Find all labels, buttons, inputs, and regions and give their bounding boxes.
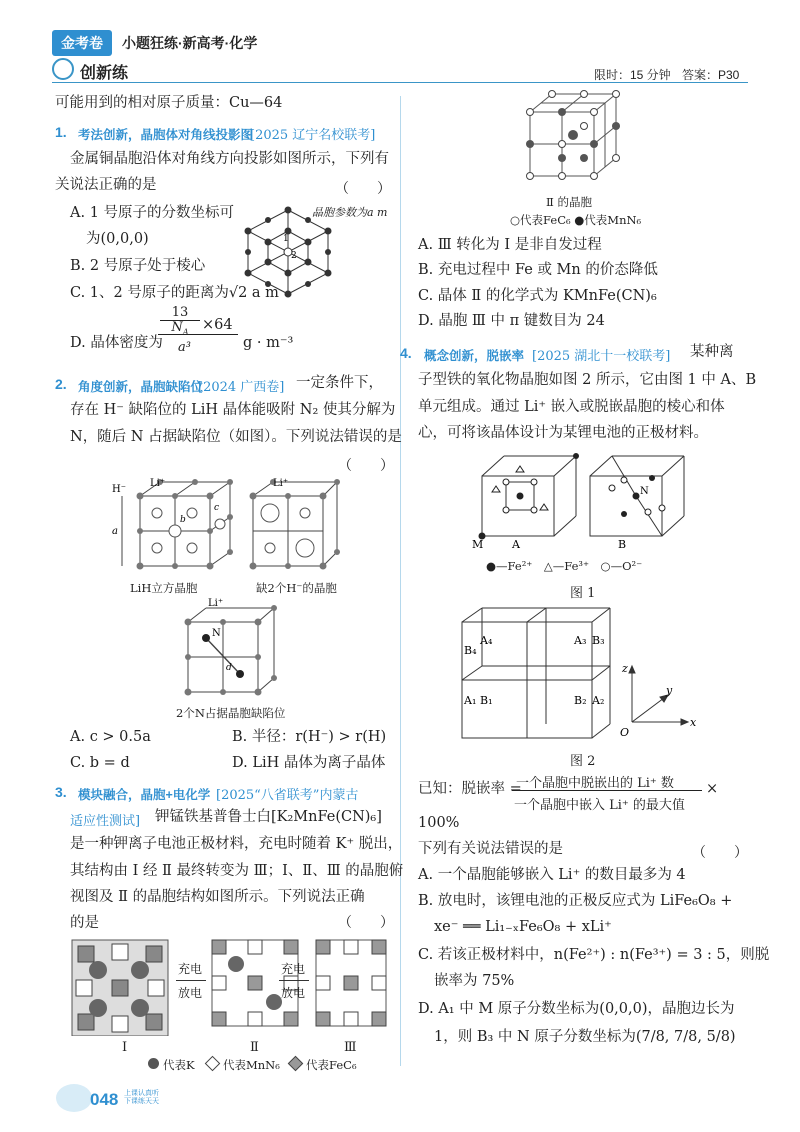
q2-option-a: A. c > 0.5a	[70, 729, 151, 745]
q1-option-d-prefix: D. 晶体密度为	[70, 335, 163, 351]
q2-lbl-li-3: Li⁺	[208, 598, 224, 609]
q2-option-b: B. 半径：r(H⁻) > r(H)	[232, 729, 387, 745]
q3-arrow2-bar	[279, 980, 309, 981]
q3-option-c: C. 晶体 Ⅱ 的化学式为 KMnFe(CN)₆	[418, 288, 657, 304]
q4-figure2-cell	[456, 604, 616, 744]
q4-fig2-b4: B₄	[464, 644, 477, 657]
q1-number: 1.	[55, 124, 67, 140]
q4-known-prefix: 已知：脱嵌率 =	[418, 781, 522, 797]
q2-option-c: C. b = d	[70, 755, 130, 771]
q3-option-d: D. 晶胞 Ⅲ 中 π 键数目为 24	[418, 313, 605, 329]
q3-stem-line5: 的是	[70, 915, 99, 931]
q1-d-na: $N_A$	[160, 320, 200, 337]
q3-legend-k-icon	[148, 1058, 159, 1069]
q1-d-times: ×64	[202, 317, 233, 333]
q1-d-main-bar	[158, 334, 238, 335]
q4-option-b-line2: xe⁻ ══ Li₁₋ₓFe₆O₈ + xLi⁺	[434, 919, 612, 935]
q3-label-iii: Ⅲ	[344, 1040, 357, 1055]
header-rule	[52, 82, 748, 83]
time-limit: 限时：15 分钟	[594, 68, 671, 82]
intro-text: 可能用到的相对原子质量：Cu—64	[55, 95, 283, 111]
q4-stem-line3: 单元组成。通过 Li⁺ 嵌入或脱嵌晶胞的棱心和体	[418, 399, 725, 415]
q4-fig1-legend: ●—Fe²⁺ △—Fe³⁺ ○—O²⁻	[486, 559, 643, 573]
q1-d-den: a³	[178, 340, 191, 355]
q3-legend-mn: 代表MnN₆	[223, 1058, 280, 1072]
q4-frac-num: 一个晶胞中脱嵌出的 Li⁺ 数	[516, 776, 674, 791]
q4-source: [2025 湖北十一校联考]	[532, 349, 671, 364]
q2-source: [2024 广西卷]	[198, 380, 285, 395]
q2-stem-line1: 一定条件下，	[296, 375, 383, 391]
q4-option-d-line2: 1，则 B₃ 中 N 原子分数坐标为(7/8, 7/8, 5/8)	[434, 1029, 736, 1045]
q3-arrow2-charge: 充电	[281, 962, 306, 976]
q2-lbl-a: a	[112, 526, 118, 537]
q1-answer-blank: （ ）	[335, 181, 391, 197]
q1-option-c: C. 1、2 号原子的距离为√2 a m	[70, 285, 279, 301]
q2-answer-blank: （ ）	[338, 458, 394, 474]
q4-answer-blank: （ ）	[692, 845, 748, 861]
q3-arrow1-charge: 充电	[178, 962, 203, 976]
q3-legend-fe-icon	[288, 1056, 304, 1072]
q2-number: 2.	[55, 376, 67, 392]
q3-source-2: 适应性测试]	[70, 814, 141, 829]
q3-label-i: Ⅰ	[122, 1040, 128, 1055]
q3-structure-iii	[312, 936, 390, 1036]
mascot-icon	[56, 1084, 92, 1112]
q4-fig2-a3: A₃	[574, 634, 587, 647]
q2-lbl-b: b	[180, 515, 186, 525]
q2-option-d: D. LiH 晶体为离子晶体	[232, 755, 386, 771]
q4-option-b-line1: B. 放电时，该锂电池的正极反应式为 LiFe₆O₈ +	[418, 893, 733, 909]
q4-lbl-m: M	[472, 538, 484, 548]
q4-frac-bar	[512, 790, 702, 791]
series-badge: 金考卷	[52, 30, 112, 56]
q3-arrow1-discharge: 放电	[178, 986, 203, 1000]
q3-stem-line2: 是一种钾离子电池正极材料，充电时随着 K⁺ 脱出，	[70, 836, 403, 852]
q4-figure1-units	[472, 448, 712, 548]
q2-lbl-c: c	[214, 503, 220, 513]
q1-stem-line2: 关说法正确的是	[55, 177, 157, 193]
q4-fig2-caption: 图 2	[570, 754, 596, 769]
q3-stem-line3: 其结构由 Ⅰ 经 Ⅱ 最终转变为 Ⅲ；Ⅰ、Ⅱ、Ⅲ 的晶胞俯	[70, 863, 404, 879]
q2-lbl-li: Li⁺	[150, 478, 166, 489]
magnifier-icon	[52, 58, 74, 80]
q4-frac-den: 一个晶胞中嵌入 Li⁺ 的最大值	[514, 798, 685, 813]
q1-d-num: 13	[171, 305, 189, 320]
q3-number: 3.	[55, 784, 67, 800]
q3-cell-caption: Ⅱ 的晶胞	[546, 195, 592, 209]
q2-caption-3: 2个N占据晶胞缺陷位	[176, 706, 286, 720]
q4-axis-z: z	[622, 662, 628, 675]
q1-stem-line1: 金属铜晶胞沿体对角线方向投影如图所示，下列有	[70, 151, 389, 167]
q4-axis-o: O	[620, 726, 630, 738]
column-divider	[400, 96, 401, 1066]
q4-option-a: A. 一个晶胞能够嵌入 Li⁺ 的数目最多为 4	[418, 867, 686, 883]
q1-option-a-line2: 为(0,0,0)	[86, 231, 149, 247]
q4-fig2-b1: B₁	[480, 694, 493, 707]
q3-legend-fe: 代表FeC₆	[306, 1058, 357, 1072]
page-number: 048	[90, 1090, 119, 1109]
q1-fig-label-2: 2	[291, 251, 297, 261]
q2-caption-1: LiH立方晶胞	[130, 581, 198, 595]
q2-lbl-d: d	[226, 663, 232, 673]
q3-legend-k: 代表K	[163, 1058, 195, 1072]
q4-lbl-a: A	[512, 538, 520, 548]
q3-label-ii: Ⅱ	[250, 1040, 259, 1055]
q3-tag: 模块融合，晶胞+电化学	[78, 788, 211, 802]
q4-option-d-line1: D. A₁ 中 M 原子分数坐标为(0,0,0)，晶胞边长为	[418, 1001, 735, 1017]
q1-option-d-fraction-top	[160, 306, 200, 337]
q3-answer-blank: （ ）	[338, 915, 394, 931]
q2-tag: 角度创新，晶胞缺陷位	[78, 380, 204, 394]
q4-stem-line4: 心，可将该晶体设计为某锂电池的正极材料。	[418, 425, 708, 441]
q3-cell-legend: ○代表FeC₆ ●代表MnN₆	[510, 213, 642, 227]
q3-option-a: A. Ⅲ 转化为 Ⅰ 是非自发过程	[418, 237, 602, 253]
q2-lbl-n: N	[212, 628, 221, 639]
q1-fig-label-1: 1	[283, 234, 289, 244]
q4-lbl-b: B	[618, 538, 627, 548]
q3-structure-i	[68, 936, 173, 1036]
q2-defect-cell-figure	[245, 476, 340, 576]
q4-stem-line2: 子型铁的氧化物晶胞如图 2 所示，它由图 1 中 A、B	[418, 372, 757, 388]
series-title: 小题狂练·新高考·化学	[122, 35, 258, 51]
q4-tag: 概念创新，脱嵌率	[424, 349, 525, 363]
q4-lbl-n: N	[640, 486, 649, 497]
q3-stem-line4: 视图及 Ⅱ 的晶胞结构如图所示。下列说法正确	[70, 889, 365, 905]
q4-option-c-line1: C. 若该正极材料中，n(Fe²⁺) : n(Fe³⁺) = 3 : 5，则脱	[418, 947, 770, 963]
q1-option-b: B. 2 号原子处于棱心	[70, 258, 206, 274]
q3-option-b: B. 充电过程中 Fe 或 Mn 的价态降低	[418, 262, 658, 278]
q4-fig2-a1: A₁	[464, 694, 477, 707]
q4-number: 4.	[400, 345, 412, 361]
q2-lih-cell-figure	[110, 476, 240, 576]
q4-axes	[620, 660, 700, 738]
q4-frac-times: ×	[706, 781, 719, 797]
q3-arrow2-discharge: 放电	[281, 986, 306, 1000]
q4-fig1-caption: 图 1	[570, 586, 596, 601]
q3-legend-mn-icon	[205, 1056, 221, 1072]
q1-source: [2025 辽宁名校联考]	[250, 128, 376, 143]
q2-lbl-h: H⁻	[112, 484, 126, 495]
answer-ref: 答案：P30	[682, 68, 740, 82]
q1-figure-note: 晶胞参数为a m	[312, 206, 388, 219]
q2-n-occupied-figure	[178, 598, 278, 700]
q4-axis-y: y	[666, 684, 673, 697]
q3-source-1: [2025“八省联考”内蒙古	[216, 788, 359, 803]
q4-fig2-b3: B₃	[592, 634, 605, 647]
q2-lbl-li-2: Li⁺	[273, 478, 289, 489]
q2-stem-line3: N，随后 N 占据缺陷位（如图）。下列说法错误的是	[70, 429, 402, 445]
q4-axis-x: x	[690, 716, 697, 729]
footer-slogan: 上课认真听 下课练天天	[124, 1090, 159, 1106]
q1-d-unit: g · m⁻³	[243, 335, 294, 351]
section-title: 创新练	[80, 65, 129, 82]
q4-pct: 100%	[418, 815, 460, 831]
q4-ask: 下列有关说法错误的是	[418, 841, 563, 857]
q1-tag: 考法创新，晶胞体对角线投影图	[78, 128, 254, 142]
q4-stem-line1: 某种离	[690, 344, 734, 360]
q4-fig2-a4: A₄	[480, 634, 493, 647]
q2-caption-2: 缺2个H⁻的晶胞	[256, 581, 337, 595]
q1-option-a-line1: A. 1 号原子的分数坐标可	[70, 205, 235, 221]
q2-stem-line2: 存在 H⁻ 缺陷位的 LiH 晶体能吸附 N₂ 使其分解为	[70, 402, 396, 418]
q4-option-c-line2: 嵌率为 75%	[434, 973, 515, 989]
q3-stem-line1: 钾锰铁基普鲁士白[K₂MnFe(CN)₆]	[155, 809, 382, 825]
q3-arrow1-bar	[176, 980, 206, 981]
q4-fig2-b2: B₂	[574, 694, 587, 707]
q4-fig2-a2: A₂	[592, 694, 605, 707]
q3-cell-ii-figure	[520, 90, 625, 185]
